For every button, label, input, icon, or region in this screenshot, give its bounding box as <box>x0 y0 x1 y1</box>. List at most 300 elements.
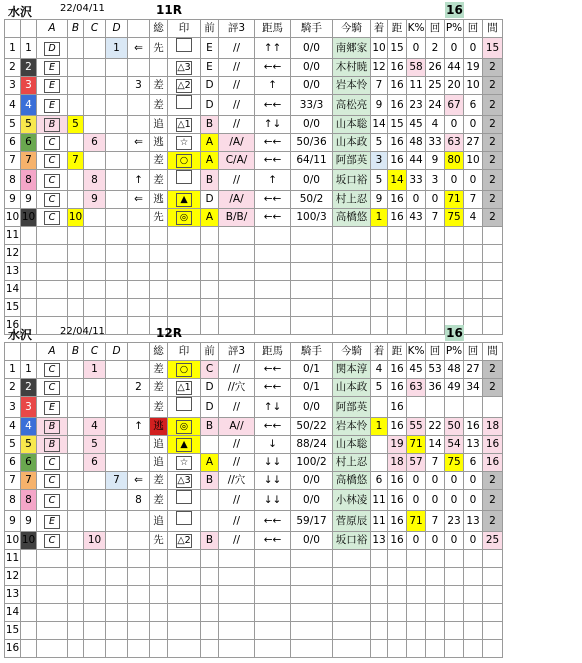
cell-score-b <box>68 436 84 454</box>
horse-row <box>5 511 503 532</box>
cell-prev <box>201 568 219 586</box>
cell-horse-number: 16 <box>5 640 21 658</box>
cell-distance-trend: ←← <box>255 511 291 532</box>
cell-interval <box>483 245 503 263</box>
cell-p-pct <box>445 281 464 299</box>
cell-frame-number <box>21 245 37 263</box>
cell-k-pct: 0 <box>407 191 426 209</box>
cell-frame-number <box>21 604 37 622</box>
cell-current-jockey: 山本聡 <box>333 116 371 134</box>
cell-p-pct <box>445 245 464 263</box>
cell-grade-a <box>37 622 68 640</box>
cell-grade-a: C <box>37 490 68 511</box>
cell-frame-number: 1 <box>21 38 37 59</box>
cell-grade-a <box>37 245 68 263</box>
cell-pace-arrow <box>128 568 150 586</box>
cell-eval3 <box>219 281 255 299</box>
cell-finish: 10 <box>371 38 388 59</box>
cell-eval3: // <box>219 170 255 191</box>
cell-distance-trend <box>255 299 291 317</box>
cell-score-d <box>106 379 128 397</box>
column-header <box>21 20 37 38</box>
cell-frame-number: 5 <box>21 116 37 134</box>
cell-jockey: 0/1 <box>291 361 333 379</box>
cell-frame-number <box>21 263 37 281</box>
cell-current-jockey: 山本聡 <box>333 436 371 454</box>
cell-grade-a <box>37 640 68 658</box>
cell-finish <box>371 263 388 281</box>
cell-score-b: 7 <box>68 152 84 170</box>
cell-mark <box>168 586 201 604</box>
cell-style <box>150 622 168 640</box>
cell-interval: 2 <box>483 472 503 490</box>
cell-eval3 <box>219 263 255 281</box>
cell-horse-number: 10 <box>5 209 21 227</box>
cell-prev: B <box>201 418 219 436</box>
cell-pace-arrow <box>128 227 150 245</box>
cell-k-count: 7 <box>426 454 445 472</box>
cell-pace-arrow <box>128 263 150 281</box>
cell-style <box>150 586 168 604</box>
cell-mark: ○ <box>168 361 201 379</box>
cell-pace-arrow <box>128 532 150 550</box>
cell-p-pct: 0 <box>445 170 464 191</box>
cell-horse-number: 12 <box>5 245 21 263</box>
cell-k-pct <box>407 622 426 640</box>
cell-mark <box>168 397 201 418</box>
cell-jockey: 100/3 <box>291 209 333 227</box>
cell-grade-a: C <box>37 170 68 191</box>
cell-pace-arrow <box>128 436 150 454</box>
cell-dist <box>388 281 407 299</box>
cell-pace-arrow <box>128 245 150 263</box>
cell-current-jockey: 岩本怜 <box>333 77 371 95</box>
cell-interval: 2 <box>483 134 503 152</box>
cell-style <box>150 550 168 568</box>
cell-eval3 <box>219 245 255 263</box>
cell-grade-a: C <box>37 472 68 490</box>
cell-grade-a: B <box>37 116 68 134</box>
cell-current-jockey <box>333 281 371 299</box>
cell-distance-trend: ←← <box>255 532 291 550</box>
cell-p-count: 27 <box>464 134 483 152</box>
cell-p-pct: 71 <box>445 191 464 209</box>
race-sheet-12r <box>4 325 576 658</box>
cell-p-pct <box>445 227 464 245</box>
cell-distance-trend: ↑↓ <box>255 397 291 418</box>
cell-interval <box>483 604 503 622</box>
cell-interval <box>483 622 503 640</box>
cell-p-count <box>464 281 483 299</box>
cell-horse-number: 11 <box>5 227 21 245</box>
cell-eval3: // <box>219 77 255 95</box>
cell-score-d <box>106 209 128 227</box>
cell-horse-number: 15 <box>5 299 21 317</box>
cell-finish <box>371 299 388 317</box>
cell-grade-a: C <box>37 191 68 209</box>
race-number: 12R <box>156 326 182 340</box>
cell-prev: C <box>201 361 219 379</box>
cell-interval <box>483 281 503 299</box>
cell-style: 差 <box>150 77 168 95</box>
cell-current-jockey: 南郷家 <box>333 38 371 59</box>
cell-k-pct: 71 <box>407 511 426 532</box>
cell-distance-trend <box>255 568 291 586</box>
cell-score-b <box>68 622 84 640</box>
cell-pace-arrow: 3 <box>128 77 150 95</box>
cell-score-c: 4 <box>84 418 106 436</box>
cell-score-b <box>68 299 84 317</box>
cell-horse-number: 3 <box>5 77 21 95</box>
cell-jockey: 0/0 <box>291 59 333 77</box>
cell-score-b <box>68 550 84 568</box>
cell-interval <box>483 586 503 604</box>
cell-horse-number: 4 <box>5 418 21 436</box>
cell-mark: ▲ <box>168 436 201 454</box>
cell-score-c <box>84 640 106 658</box>
horse-row <box>5 640 503 658</box>
cell-jockey <box>291 568 333 586</box>
cell-p-count: 13 <box>464 436 483 454</box>
cell-finish <box>371 604 388 622</box>
cell-p-pct: 67 <box>445 95 464 116</box>
cell-k-pct <box>407 568 426 586</box>
cell-jockey: 0/0 <box>291 116 333 134</box>
horse-row <box>5 95 503 116</box>
cell-mark: △1 <box>168 379 201 397</box>
cell-horse-number: 1 <box>5 361 21 379</box>
horse-row <box>5 209 503 227</box>
cell-score-d <box>106 191 128 209</box>
cell-p-pct <box>445 299 464 317</box>
cell-jockey: 0/0 <box>291 170 333 191</box>
cell-interval: 2 <box>483 209 503 227</box>
cell-p-count <box>464 550 483 568</box>
cell-horse-number: 7 <box>5 152 21 170</box>
cell-interval <box>483 299 503 317</box>
cell-jockey: 59/17 <box>291 511 333 532</box>
cell-eval3: // <box>219 454 255 472</box>
cell-k-count: 53 <box>426 361 445 379</box>
cell-k-count: 26 <box>426 59 445 77</box>
cell-p-count: 7 <box>464 191 483 209</box>
cell-k-count <box>426 568 445 586</box>
cell-p-pct: 0 <box>445 472 464 490</box>
cell-score-c <box>84 209 106 227</box>
cell-p-pct <box>445 640 464 658</box>
cell-distance-trend: ↓↓ <box>255 454 291 472</box>
cell-pace-arrow: ⇐ <box>128 472 150 490</box>
cell-score-d <box>106 263 128 281</box>
cell-style: 差 <box>150 170 168 191</box>
cell-k-pct: 0 <box>407 38 426 59</box>
cell-k-count <box>426 263 445 281</box>
cell-grade-a: E <box>37 59 68 77</box>
cell-k-count <box>426 640 445 658</box>
cell-eval3: C/A/ <box>219 152 255 170</box>
cell-current-jockey <box>333 550 371 568</box>
cell-jockey: 64/11 <box>291 152 333 170</box>
cell-jockey: 50/2 <box>291 191 333 209</box>
column-header: 印 <box>168 20 201 38</box>
horse-row <box>5 77 503 95</box>
cell-frame-number <box>21 640 37 658</box>
horse-row <box>5 490 503 511</box>
cell-score-c: 8 <box>84 170 106 191</box>
cell-prev <box>201 263 219 281</box>
horse-row <box>5 472 503 490</box>
cell-k-pct: 0 <box>407 490 426 511</box>
cell-interval <box>483 640 503 658</box>
column-header: P% <box>445 343 464 361</box>
cell-prev <box>201 640 219 658</box>
column-header: 間 <box>483 343 503 361</box>
cell-style: 逃 <box>150 134 168 152</box>
cell-interval <box>483 227 503 245</box>
cell-score-d <box>106 299 128 317</box>
cell-k-pct <box>407 245 426 263</box>
cell-frame-number: 5 <box>21 436 37 454</box>
cell-jockey: 0/0 <box>291 532 333 550</box>
cell-style <box>150 263 168 281</box>
cell-current-jockey: 岩本怜 <box>333 418 371 436</box>
cell-eval3: B/B/ <box>219 209 255 227</box>
cell-p-count <box>464 586 483 604</box>
cell-score-b <box>68 472 84 490</box>
cell-score-b <box>68 490 84 511</box>
column-header: 前 <box>201 343 219 361</box>
cell-grade-a: E <box>37 511 68 532</box>
cell-p-pct <box>445 550 464 568</box>
cell-prev <box>201 281 219 299</box>
cell-interval <box>483 397 503 418</box>
cell-score-d <box>106 227 128 245</box>
cell-score-c <box>84 604 106 622</box>
cell-style <box>150 604 168 622</box>
cell-score-c <box>84 568 106 586</box>
cell-jockey: 0/1 <box>291 379 333 397</box>
race-table <box>4 342 503 658</box>
cell-k-count: 22 <box>426 418 445 436</box>
column-header: 距馬 <box>255 20 291 38</box>
cell-distance-trend: ↓↓ <box>255 472 291 490</box>
race-sheet-11r <box>4 2 576 335</box>
cell-score-c <box>84 622 106 640</box>
cell-score-b <box>68 604 84 622</box>
cell-dist: 16 <box>388 134 407 152</box>
cell-horse-number: 8 <box>5 170 21 191</box>
cell-interval <box>483 568 503 586</box>
cell-score-b <box>68 532 84 550</box>
column-header: 印 <box>168 343 201 361</box>
cell-prev <box>201 245 219 263</box>
cell-distance-trend <box>255 604 291 622</box>
cell-k-pct: 57 <box>407 454 426 472</box>
cell-score-b: 10 <box>68 209 84 227</box>
cell-k-pct <box>407 281 426 299</box>
cell-style: 差 <box>150 361 168 379</box>
column-header <box>21 343 37 361</box>
cell-mark <box>168 95 201 116</box>
cell-distance-trend: ←← <box>255 59 291 77</box>
horse-row <box>5 532 503 550</box>
cell-k-count: 2 <box>426 38 445 59</box>
cell-grade-a <box>37 263 68 281</box>
cell-grade-a: C <box>37 379 68 397</box>
horse-row <box>5 245 503 263</box>
cell-mark <box>168 38 201 59</box>
cell-mark: ☆ <box>168 454 201 472</box>
cell-finish: 11 <box>371 511 388 532</box>
cell-style: 差 <box>150 152 168 170</box>
horse-row <box>5 379 503 397</box>
cell-p-count <box>464 263 483 281</box>
cell-grade-a: C <box>37 361 68 379</box>
column-header: 評3 <box>219 20 255 38</box>
cell-k-count <box>426 622 445 640</box>
cell-grade-a: C <box>37 454 68 472</box>
cell-horse-number: 4 <box>5 95 21 116</box>
cell-dist: 19 <box>388 436 407 454</box>
column-header: 騎手 <box>291 20 333 38</box>
cell-pace-arrow <box>128 454 150 472</box>
cell-horse-number: 13 <box>5 586 21 604</box>
cell-p-count: 0 <box>464 170 483 191</box>
cell-grade-a <box>37 604 68 622</box>
cell-score-c <box>84 586 106 604</box>
cell-interval <box>483 550 503 568</box>
cell-finish: 6 <box>371 472 388 490</box>
cell-frame-number: 7 <box>21 152 37 170</box>
cell-score-b <box>68 568 84 586</box>
cell-k-pct <box>407 263 426 281</box>
cell-mark <box>168 227 201 245</box>
cell-k-count: 7 <box>426 209 445 227</box>
cell-score-b <box>68 245 84 263</box>
cell-k-pct: 58 <box>407 59 426 77</box>
cell-pace-arrow: ↑ <box>128 418 150 436</box>
cell-interval: 18 <box>483 418 503 436</box>
column-header: K% <box>407 343 426 361</box>
column-header: 総 <box>150 20 168 38</box>
cell-eval3: //穴 <box>219 472 255 490</box>
cell-frame-number <box>21 227 37 245</box>
cell-style: 差 <box>150 490 168 511</box>
cell-eval3: // <box>219 532 255 550</box>
cell-score-b <box>68 511 84 532</box>
distance-badge: 16 <box>446 326 463 340</box>
cell-score-c <box>84 472 106 490</box>
cell-current-jockey: 木村暁 <box>333 59 371 77</box>
cell-horse-number: 6 <box>5 134 21 152</box>
cell-p-pct <box>445 586 464 604</box>
cell-mark <box>168 568 201 586</box>
cell-p-pct: 0 <box>445 532 464 550</box>
cell-score-d <box>106 490 128 511</box>
cell-prev: D <box>201 95 219 116</box>
cell-p-pct <box>445 622 464 640</box>
cell-score-c <box>84 38 106 59</box>
cell-finish: 9 <box>371 95 388 116</box>
cell-prev <box>201 227 219 245</box>
cell-score-d <box>106 454 128 472</box>
cell-score-c: 1 <box>84 361 106 379</box>
cell-p-count: 6 <box>464 454 483 472</box>
cell-p-pct: 80 <box>445 152 464 170</box>
cell-p-count <box>464 397 483 418</box>
cell-score-d: 7 <box>106 472 128 490</box>
cell-jockey: 0/0 <box>291 77 333 95</box>
cell-jockey: 88/24 <box>291 436 333 454</box>
cell-interval: 16 <box>483 454 503 472</box>
cell-eval3: A// <box>219 418 255 436</box>
cell-score-b <box>68 170 84 191</box>
column-header: 今騎 <box>333 20 371 38</box>
cell-score-b <box>68 227 84 245</box>
cell-dist: 16 <box>388 152 407 170</box>
cell-horse-number: 2 <box>5 379 21 397</box>
cell-k-pct: 55 <box>407 418 426 436</box>
cell-score-d <box>106 604 128 622</box>
cell-frame-number: 10 <box>21 532 37 550</box>
cell-k-pct: 45 <box>407 361 426 379</box>
cell-finish: 9 <box>371 191 388 209</box>
cell-frame-number: 9 <box>21 511 37 532</box>
cell-k-pct <box>407 604 426 622</box>
cell-score-c: 6 <box>84 134 106 152</box>
cell-pace-arrow <box>128 361 150 379</box>
column-header: A <box>37 20 68 38</box>
cell-horse-number: 14 <box>5 281 21 299</box>
cell-jockey <box>291 281 333 299</box>
cell-score-c <box>84 227 106 245</box>
cell-prev: B <box>201 472 219 490</box>
cell-frame-number <box>21 622 37 640</box>
cell-dist <box>388 604 407 622</box>
cell-prev: D <box>201 191 219 209</box>
cell-eval3: // <box>219 361 255 379</box>
cell-k-count <box>426 281 445 299</box>
cell-eval3: /A/ <box>219 191 255 209</box>
cell-distance-trend: ←← <box>255 191 291 209</box>
cell-k-count <box>426 604 445 622</box>
cell-score-d <box>106 640 128 658</box>
cell-prev: A <box>201 209 219 227</box>
cell-mark <box>168 170 201 191</box>
cell-score-d <box>106 116 128 134</box>
cell-frame-number <box>21 281 37 299</box>
cell-score-b <box>68 77 84 95</box>
cell-finish: 4 <box>371 361 388 379</box>
cell-finish <box>371 586 388 604</box>
cell-dist: 18 <box>388 454 407 472</box>
cell-interval: 2 <box>483 490 503 511</box>
horse-row <box>5 299 503 317</box>
cell-style: 差 <box>150 95 168 116</box>
cell-grade-a: C <box>37 532 68 550</box>
venue-label: 水沢 <box>8 328 33 342</box>
cell-k-pct <box>407 299 426 317</box>
column-header: 回 <box>464 20 483 38</box>
column-header: 間 <box>483 20 503 38</box>
cell-distance-trend: ←← <box>255 95 291 116</box>
cell-frame-number: 10 <box>21 209 37 227</box>
cell-score-d <box>106 568 128 586</box>
cell-score-b <box>68 454 84 472</box>
cell-k-count <box>426 397 445 418</box>
cell-jockey <box>291 227 333 245</box>
cell-score-d <box>106 550 128 568</box>
